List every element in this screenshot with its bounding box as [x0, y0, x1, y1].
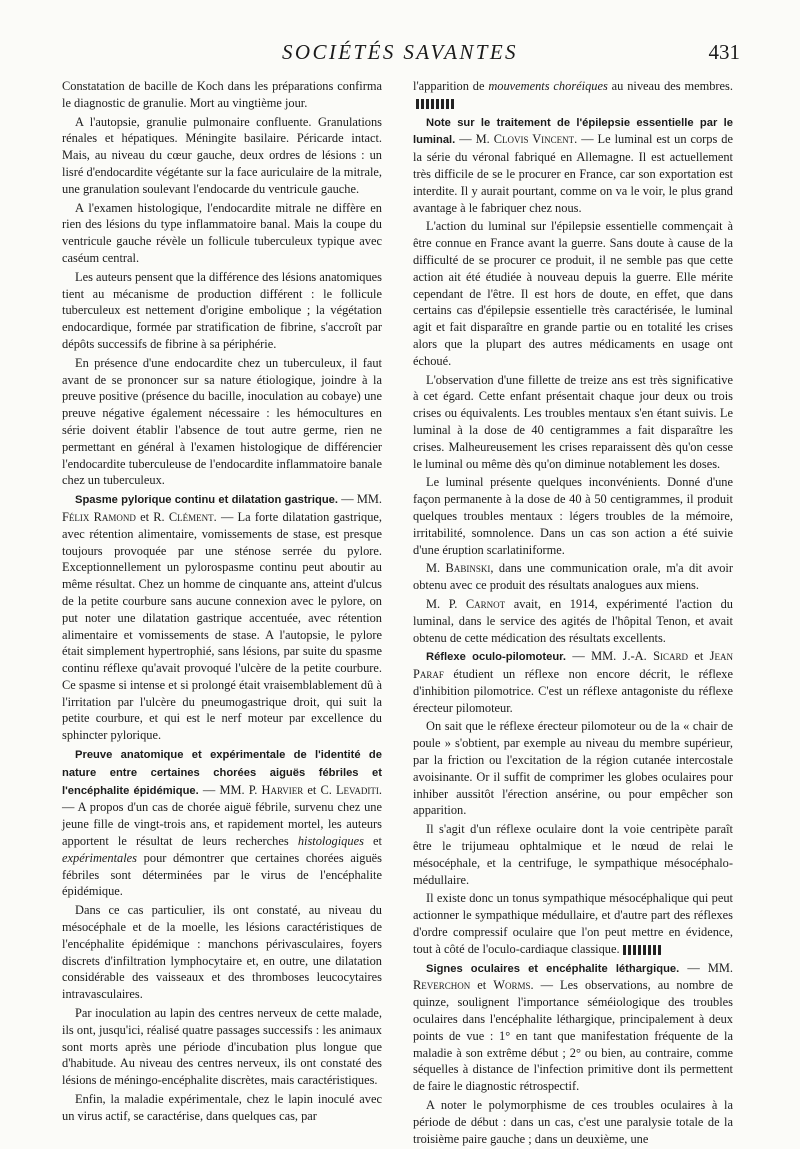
section-body: pour démontrer que certaines chorées aiguës fébriles sont déterminées par le virus de l'encéphalite épidémique.: [62, 850, 382, 899]
section-title: Note sur le traitement de l'épilepsie essentielle par le luminal.: [413, 116, 733, 147]
paragraph: [413, 596, 733, 646]
author-name: Félix Ramond: [62, 509, 136, 524]
author-name: Jean Paraf: [413, 649, 733, 682]
author-name: M. P. Carnot: [426, 596, 506, 611]
authors-prefix: — MM. J.-A.: [566, 649, 654, 664]
page-number: 431: [708, 40, 740, 64]
author-name: Harvier: [261, 782, 304, 797]
author-conjunction: et: [470, 978, 494, 993]
text: au niveau des membres.: [607, 79, 733, 93]
author-name: Sicard: [653, 649, 688, 664]
ink-smudge-icon: [623, 945, 663, 955]
authors-prefix: — MM.: [679, 960, 733, 975]
emphasis: histologiques: [297, 834, 364, 849]
author-conjunction: et: [688, 649, 710, 664]
ink-smudge-icon: [416, 99, 456, 109]
paragraph: Les auteurs pensent que la différence des lésions anatomiques tient au mécanisme de production différent : le follicule tuberculeux est nettement d'origine embolique ; la végétation endocardique, formée par stratification de fibrine, s'accroît par dépôts successifs de fibrine à sa périphérie.: [62, 269, 382, 351]
section-title: Preuve anatomique et expérimentale de l'identité de nature entre certaines chorées aiguës fébriles et l'encéphalite épidémique.: [62, 749, 382, 797]
section-body: . — Le luminal est un corps de la série du véronal fabriqué en Allemagne. Il est actuellement très difficile de se le procurer en France, car son exportation est interdite. Il y aurait pourtant, comme on va le voir, le plus grand avantage à le fabriquer chez nous.: [413, 132, 733, 215]
author-name: Reverchon: [413, 978, 471, 993]
author-name: Clovis Vincent: [493, 132, 575, 147]
section-body: . — Les observations, au nombre de quinze, soulignent l'importance séméiologique des troubles oculaires dans l'encéphalite léthargique, principalement à deux points de vue : 1° en tant que manifestation fréquente de la maladie à son extrême début ; 2° ou bien, au contraire, comme séquelles à distance de l'infection primitive dont ils permettent de faire le diagnostic rétrospectif.: [413, 978, 733, 1094]
paragraph: A noter le polymorphisme de ces troubles oculaires à la période de début : dans un cas, c'est une paralysie totale de la troisième paire gauche ; dans un deuxième, une: [413, 1098, 733, 1146]
page-header: [60, 40, 740, 76]
paragraph: Constatation de bacille de Koch dans les préparations confirma le diagnostic de granulie. Mort au vingtième jour.: [62, 79, 382, 110]
emphasis: mouvements choréiques: [488, 79, 608, 93]
section-body: . — A propos d'un cas de chorée aiguë fébrile, survenu chez une jeune fille de vingt-trois ans, et rapidement mortel, les auteurs apportent le résultat de leurs recherches: [62, 782, 382, 849]
paragraph: A l'autopsie, granulie pulmonaire confluente. Granulations rénales et hépatiques. Méningite basilaire. Péricarde intact. Mais, au niveau du cœur gauche, deux ordres de lésions : un lisré d'endocardite végétante sur la face auriculaire de la mitrale, une granulation soulevant l'endocarde du ventricule gauche.: [62, 114, 382, 196]
author-name: Levaditi: [335, 782, 379, 797]
running-title: SOCIÉTÉS SAVANTES: [282, 40, 518, 64]
paragraph: En présence d'une endocardite chez un tuberculeux, il faut avant de se prononcer sur sa nature étiologique, joindre à la preuve positive (présence du bacille, inoculation au cobaye) une preuve négative également nécessaire : les hémocultures en série doivent établir l'absence de tout autre germe, rien ne permettant en général à l'examen histologique de différencier l'endocardite tuberculeuse de l'endocardite inflammatoire banale chez un tuberculeux.: [62, 355, 382, 488]
right-column: [413, 78, 733, 1149]
author-conjunction: et C.: [303, 782, 336, 797]
section-reflexe-oculo-pilomoteur: [413, 648, 733, 716]
section-body: . — La forte dilatation gastrique, avec rétention alimentaire, vomissements de stase, est presque toujours provoquée par une sténose serrée du pylore. Exceptionnellement un pylorospasme continu peut aboutir au même résultat. Chez un homme de cinquante ans, atteint d'ulcus de la petite courbure sans aucune connexion avec le pylore, on put noter une dilatation gastrique accentuée, avec rétention alimentaire et vomissements de stase. A l'autopsie, le pylore était simplement hypertrophié, sans lésions, par suite du spasme continu réflexe qu'avait provoqué l'ulcère de la petite courbure. Ce spasme si intense et si prolongé était vraisemblablement dû à l'irritation par l'ulcère du pneumogastrique droit, qui suit la petite courbure, et qui est le nerf moteur par excellence du sphincter pylorique.: [62, 509, 382, 743]
author-conjunction: et R.: [135, 509, 169, 524]
paragraph: A l'examen histologique, l'endocardite mitrale ne diffère en rien des lésions du type inflammatoire banal. Mais la coupe du ventricule gauche révèle un follicule tuberculeux typique avec caséum central.: [62, 200, 382, 265]
paragraph: Par inoculation au lapin des centres nerveux de cette malade, ils ont, jusqu'ici, réalisé quatre passages successifs : les animaux sont morts après une période d'incubation plus longue que d'habitude. Au niveau des centres nerveux, ils ont constaté des lésions de méningo-encéphalite discrètes, mais caractéristiques.: [62, 1006, 382, 1088]
paragraph: Il s'agit d'un réflexe oculaire dont la voie centripète paraît être le trijumeau ophtalmique et le nœud de relai le mésocéphale, et la centrifuge, le sympathique mésocéphalo-médullaire.: [413, 822, 733, 887]
paragraph: Dans ce cas particulier, ils ont constaté, au niveau du mésocéphale et de la moelle, les lésions caractéristiques de l'encéphalite épidémique : manchons périvasculaires, foyers discrets d'infiltration lymphocytaire et, en outre, une dilatation considérable des vaisseaux et des thromboses leucocytaires intravasculaires.: [62, 903, 382, 1002]
section-signes-oculaires: [413, 960, 733, 1095]
section-spasme-pylorique: [62, 491, 382, 744]
author-name: Worms: [493, 978, 531, 993]
author-name: Clément: [168, 509, 214, 524]
section-title: Réflexe oculo-pilomoteur.: [426, 651, 567, 664]
paragraph: L'action du luminal sur l'épilepsie essentielle commençait à être connue en France avant la guerre. Sans doute à cause de la difficulté de se procurer ce produit, il ne semble pas que cette action ait été étudiée à nouveau depuis la guerre. Elle mérite cependant de l'être. Il est hors de doute, en effet, que dans certains cas d'épilepsie essentielle très caractérisée, le luminal agit et fait disparaître en grande partie ou en totalité les crises alors que la plupart des autres médicaments en usage ont échoué.: [413, 219, 733, 368]
text: , dans une communication orale, m'a dit avoir obtenu avec ce produit des résultats analogues aux miens.: [413, 561, 733, 593]
authors-prefix: — M.: [455, 132, 494, 147]
paragraph: [413, 890, 733, 957]
authors-prefix: — MM. P.: [198, 782, 262, 797]
text: l'apparition de: [413, 79, 489, 93]
section-title: Signes oculaires et encéphalite léthargique.: [426, 962, 680, 975]
paragraph: Enfin, la maladie expérimentale, chez le lapin inoculé avec un virus actif, se caractérise, dans quelques cas, par: [62, 1092, 382, 1123]
author-name: M. Babinski: [426, 561, 491, 576]
section-body: étudient un réflexe non encore décrit, le réflexe d'inhibition pilomotrice. C'est un réflexe antagoniste du réflexe érecteur pilomoteur.: [413, 667, 733, 715]
left-column: [62, 78, 382, 1127]
paragraph: Le luminal présente quelques inconvénients. Donné d'une façon permanente à la dose de 40 à 50 centigrammes, il produit quelques troubles mentaux : légers troubles de la mémoire, irritabilité, somnolence. Dans un cas son action a été suivie d'une éruption scarlatiniforme.: [413, 475, 733, 557]
paragraph: L'observation d'une fillette de treize ans est très significative à cet égard. Cette enfant présentait chaque jour deux ou trois crises ou équivalents. Les troubles mentaux s'en étant suivis. Le luminal à la dose de 40 centigrammes a fait disparaître les crises. Malheureusement les crises reparaissent dès qu'on cesse le luminal ou même dès qu'on diminue notablement les doses.: [413, 372, 733, 471]
paragraph: [413, 78, 733, 112]
text: avait, en 1914, expérimenté l'action du luminal, dans le service des agités de l'hôpital Tenon, et avait obtenu de cette médication des résultats excellents.: [413, 596, 733, 645]
section-title: Spasme pylorique continu et dilatation gastrique.: [75, 494, 339, 507]
text: Il existe donc un tonus sympathique mésocéphalique qui peut actionner le sympathique médullaire, et d'autre part des réflexes d'ordre compressif oculaire que l'on peut mettre en évidence, tout à côté de l'oculo-cardiaque classique.: [413, 891, 733, 956]
section-body: et: [363, 834, 382, 849]
section-epilepsie-luminal: [413, 114, 733, 217]
authors-prefix: — MM.: [338, 492, 383, 507]
emphasis: expérimentales: [62, 850, 138, 865]
paragraph: On sait que le réflexe érecteur pilomoteur ou de la « chair de poule » s'obtient, par exemple au niveau du membre supérieur, par la friction ou l'excitation de la région cutanée intercostale avoisinante. Or il suffit de comprimer les globes oculaires pour inhiber aussitôt l'érection ansérine, ou pour empêcher son apparition.: [413, 719, 733, 818]
section-chorees-encephalite: [62, 746, 382, 900]
paragraph: [413, 560, 733, 594]
